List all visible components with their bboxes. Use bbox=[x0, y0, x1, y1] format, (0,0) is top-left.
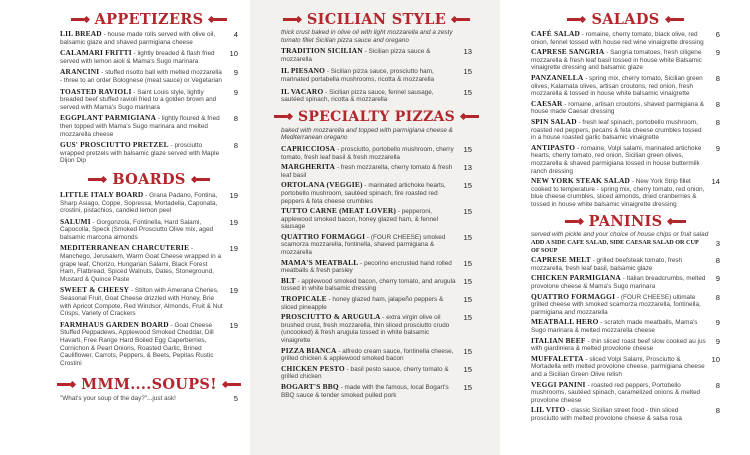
menu-item-price: 19 bbox=[229, 244, 238, 254]
paninis-title: PANINIS bbox=[588, 212, 663, 230]
menu-item-description: - romaine, Volpi salami, marinated artichoke hearts, cherry tomato, red onion, Sicilian green olives, mozzarella & shaved parmigiana tossed in house buttermilk ranch dressing bbox=[531, 144, 702, 175]
menu-item-description: - pepperoni, applewood smoked bacon, honey glazed ham, & fennel sausage bbox=[281, 208, 439, 231]
menu-item-price: 15 bbox=[463, 382, 472, 392]
menu-item bbox=[531, 406, 720, 422]
menu-item-name: LITTLE ITALY BOARD bbox=[60, 189, 144, 199]
menu-item-text bbox=[531, 48, 706, 72]
menu-item-description: - roasted red peppers, Portobello mushrooms, sautéed spinach, caramelized onions & melted provolone cheese bbox=[531, 381, 701, 404]
menu-item-price: 15 bbox=[463, 364, 472, 374]
menu-item-text bbox=[531, 30, 706, 46]
menu-item-text bbox=[281, 313, 458, 344]
menu-item-price: 19 bbox=[229, 320, 238, 330]
menu-item-name: MEDITERRANEAN CHARCUTERIE bbox=[60, 243, 190, 253]
menu-item-name: MARGHERITA bbox=[281, 162, 336, 172]
menu-item-description: - lightly floured & fried then topped with Mama's Sugo marinara and melted mozzarella cheese bbox=[60, 115, 220, 138]
menu-item-description: - Stilton with Amerana Cheries, Seasonal Fruit, Goat Cheese drizzled with Honey, Brie with Apricot Compote, Red Windsor, Almonds, Fruit & Nut Crisps, Variety of Crackers bbox=[60, 287, 223, 318]
menu-item-description: - Gorgonzola, Fontinella, Hard Salami, Capocolla, Speck (Smoked Prosciutto Olive mix, aged balsamic marcona almonds bbox=[60, 218, 214, 241]
addon-text bbox=[531, 239, 706, 254]
menu-item-name: ORTOLANA (VEGGIE) bbox=[281, 180, 363, 190]
menu-item bbox=[281, 145, 472, 161]
menu-item bbox=[60, 49, 238, 65]
menu-item-text bbox=[531, 318, 706, 334]
ornament-left bbox=[565, 219, 583, 224]
menu-item-name: FARMHAUS GARDEN BOARD bbox=[60, 319, 169, 329]
menu-item bbox=[60, 244, 238, 283]
ornament-left bbox=[71, 17, 89, 22]
menu-item-name: BLT bbox=[281, 275, 296, 285]
column-right bbox=[500, 0, 750, 455]
menu-item-price: 8 bbox=[233, 114, 238, 124]
menu-item-text bbox=[281, 277, 458, 293]
menu-item bbox=[281, 233, 472, 257]
menu-item-price: 8 bbox=[715, 380, 720, 390]
menu-item bbox=[281, 383, 472, 399]
ornament-left bbox=[283, 17, 301, 22]
menu-item bbox=[531, 274, 720, 290]
ornament-right bbox=[452, 17, 470, 22]
menu-item-name: PROSCIUTTO & ARUGULA bbox=[281, 312, 381, 322]
ornament-right bbox=[223, 382, 241, 387]
menu-item-name: SWEET & CHEESY bbox=[60, 285, 130, 295]
menu-item-description: - Sangria tomatoes, fresh ciligene mozzarella & fresh leaf basil tossed in house white Balsamic vinaigrette dressing and balsamic glaze bbox=[531, 49, 702, 72]
menu-item-description: - Manchego, Jerusalem, Warm Goat Cheese wrapped in a grape leaf, Chorizo, Hungarian Salami, Black Forest Ham, Flatbread, Spiced Walnuts, Dates, Stoneground, Mustard & Quince Paste bbox=[60, 245, 222, 283]
soups-list bbox=[60, 394, 238, 403]
menu-item bbox=[531, 48, 720, 72]
menu-item-text bbox=[60, 244, 224, 283]
menu-item-price: 19 bbox=[229, 217, 238, 227]
menu-item-description: - basil pesto sauce, cherry tomato & grilled chicken bbox=[281, 365, 449, 381]
menu-item-description: - prosciutto, portobello mushroom, cherry tomato, fresh leaf basil & fresh mozzarella bbox=[281, 145, 454, 161]
menu-item bbox=[531, 337, 720, 353]
menu-item-description: - fresh mozzarella, cherry tomato & fresh leaf basil bbox=[281, 164, 453, 179]
ornament-left bbox=[567, 17, 585, 22]
menu-item-price: 9 bbox=[233, 87, 238, 97]
menu-item-text bbox=[281, 145, 458, 161]
menu-item-description: - thin sliced roast beef slow cooked au jus with giardiniera & melted provolone cheese bbox=[531, 337, 706, 353]
menu-item-text bbox=[60, 141, 224, 165]
menu-item bbox=[281, 295, 472, 311]
menu-item-name: CHICKEN PARMIGIANA bbox=[531, 273, 621, 283]
menu-item bbox=[281, 347, 472, 363]
menu-item-price: 4 bbox=[233, 30, 238, 39]
menu-item-description: - romaine, cherry tomato, black olive, red onion, fennel tossed with house red wine vinaigrette dressing bbox=[531, 31, 704, 46]
menu-item-description: - (FOUR CHEESE) smoked scamorza mozzarella, fontinella, shaved parmigiana & mozzarella bbox=[281, 233, 446, 257]
menu-item-text bbox=[531, 118, 706, 142]
menu-item bbox=[531, 74, 720, 98]
menu-item-name: CHICKEN PESTO bbox=[281, 363, 345, 373]
menu-item-description: - alfredo cream sauce, fontinella cheese, grilled chicken & applewood smoked bacon bbox=[281, 347, 454, 363]
soups-header bbox=[60, 375, 238, 393]
menu-item-name: VEGGI PANINI bbox=[531, 379, 586, 389]
menu-item-text bbox=[531, 337, 706, 353]
menu-item bbox=[531, 177, 720, 208]
menu-item-name: SPIN SALAD bbox=[531, 116, 577, 126]
menu-item-description: - New York Strip fillet cooked to temperature - spring mix, cherry tomato, red onion, blue cheese crumbles, sliced almonds, dried cranberries & tossed in house white balsamic vinaigrette dressing bbox=[531, 178, 705, 208]
menu-item-text bbox=[281, 347, 458, 363]
menu-item-description: - honey glazed ham, jalapeño peppers & sliced pineapple bbox=[281, 296, 444, 311]
menu-item-name: SALUMI bbox=[60, 216, 91, 226]
menu-item-text bbox=[531, 177, 706, 208]
menu-item-text bbox=[531, 74, 706, 98]
menu-item-description: - made with the famous, local Bogart's BBQ sauce & tender smoked pulled pork bbox=[281, 383, 449, 399]
menu-item-text bbox=[281, 383, 458, 399]
menu-item-price: 9 bbox=[715, 274, 720, 284]
menu-item bbox=[531, 30, 720, 46]
menu-item-text bbox=[281, 207, 458, 231]
menu-item-name: TUTTO CARNE (MEAT LOVER) bbox=[281, 206, 397, 216]
menu-item-price: 15 bbox=[463, 232, 472, 242]
menu-item-name: ANTIPASTO bbox=[531, 142, 576, 152]
menu-item-name: QUATTRO FORMAGGI bbox=[281, 231, 366, 241]
menu-item-description: - (FOUR CHEESE) ultimate grilled cheese with smoked scamorza mozzarella, fontinella, parmigiana and mozzarella bbox=[531, 293, 701, 316]
menu-item bbox=[531, 293, 720, 317]
menu-item-text bbox=[281, 88, 458, 104]
menu-item bbox=[531, 144, 720, 175]
menu-item-price: 15 bbox=[463, 207, 472, 217]
menu-item-text bbox=[281, 163, 458, 179]
paninis-addon bbox=[531, 239, 720, 254]
menu-item bbox=[281, 365, 472, 381]
menu-item-name: CAFÉ SALAD bbox=[531, 29, 581, 38]
menu-item-name: CAPRESE SANGRIA bbox=[531, 47, 605, 57]
menu-item-text bbox=[60, 218, 224, 242]
menu-item-description: - house made rolls served with olive oil, balsamic glaze and shaved parmigiana cheese bbox=[60, 31, 216, 46]
menu-item-text bbox=[60, 321, 224, 368]
menu-item-name: TOASTED RAVIOLI bbox=[60, 86, 132, 96]
menu-item bbox=[531, 118, 720, 142]
menu-item-description: - applewood smoked bacon, cherry tomato, and arugula tossed in white balsamic dressing bbox=[281, 277, 456, 293]
menu-item bbox=[60, 88, 238, 112]
menu-item bbox=[531, 256, 720, 272]
menu-item-price: 10 bbox=[229, 49, 238, 59]
menu-item-text bbox=[281, 259, 458, 275]
menu-item bbox=[531, 100, 720, 116]
menu-item-name: BOGART'S BBQ bbox=[281, 381, 339, 391]
menu-item bbox=[281, 163, 472, 179]
menu-item bbox=[281, 181, 472, 205]
menu-item-text bbox=[281, 295, 458, 311]
appetizers-header bbox=[60, 10, 238, 28]
menu-item-text bbox=[531, 256, 706, 272]
menu-item-text bbox=[60, 49, 224, 65]
menu-item-description: - marinated artichoke hearts, portobello mushroom, sautéed spinach, fire roasted red peppers & feta cheese crumbles bbox=[281, 182, 446, 205]
menu-item bbox=[60, 30, 238, 46]
column-left bbox=[0, 0, 250, 455]
menu-item-price: 6 bbox=[715, 30, 720, 39]
specialty-title: SPECIALTY PIZZAS bbox=[297, 108, 456, 125]
menu-item-description: - Sicilian pizza sauce, fennel sausage, sautéed spinach, ricotta & mozzarella bbox=[281, 88, 434, 104]
menu-item-description: - lightly breaded & flash fried served with lemon aioli & Mama's Sugo marinara bbox=[60, 50, 215, 65]
menu-item-text bbox=[281, 67, 458, 83]
salads-list bbox=[531, 30, 720, 208]
menu-item-price: 14 bbox=[711, 177, 720, 187]
menu-item bbox=[281, 277, 472, 293]
menu-item-name: IL PIESANO bbox=[281, 66, 326, 76]
menu-item-text bbox=[531, 381, 706, 405]
menu-item-description: - grilled beefsteak tomato, fresh mozzarella, fresh leaf basil, balsamic glaze bbox=[531, 257, 683, 272]
menu-item bbox=[281, 88, 472, 104]
paninis-subtitle: served with pickle and your choice of house chips or fruit salad bbox=[531, 231, 709, 239]
salads-title: SALADS bbox=[591, 10, 660, 28]
menu-item-description: - prosciutto wrapped pretzels with balsamic glaze served with Maple Dijon Dip bbox=[60, 142, 220, 165]
menu-item bbox=[60, 218, 238, 242]
ornament-right bbox=[666, 17, 684, 22]
menu-item-price: 8 bbox=[715, 256, 720, 266]
boards-list bbox=[60, 191, 238, 367]
menu-item-text bbox=[60, 114, 224, 138]
menu-item-price: 13 bbox=[463, 47, 472, 57]
menu-item-text bbox=[60, 286, 224, 317]
menu-item-name: TRADITION SICILIAN bbox=[281, 46, 363, 56]
menu-item-text bbox=[281, 233, 458, 257]
ornament-right bbox=[668, 219, 686, 224]
soups-title: MMM....SOUPS! bbox=[81, 375, 217, 393]
menu-item bbox=[531, 355, 720, 379]
menu-item-price: 19 bbox=[229, 286, 238, 296]
ornament-left bbox=[57, 382, 75, 387]
menu-item bbox=[60, 286, 238, 317]
menu-item-name: MUFFALETTA bbox=[531, 353, 584, 363]
menu-item-text bbox=[60, 30, 224, 46]
menu-item-name: ITALIAN BEEF bbox=[531, 335, 586, 345]
menu-item-name: NEW YORK STEAK SALAD bbox=[531, 176, 631, 186]
menu-item-description: "What's your soup of the day?"...just ask! bbox=[60, 395, 176, 403]
menu-item-name: CAESAR bbox=[531, 98, 563, 108]
menu-item-name: ARANCINI bbox=[60, 67, 100, 77]
menu-item-description: - extra virgin olive oil brushed crust, fresh mozzarella, thin sliced prosciutto crudo (uncooked) & fresh arugula tossed in white balsamic vinaigrette bbox=[281, 314, 450, 344]
menu-item-name: CALAMARI FRITTI bbox=[60, 48, 132, 58]
menu-item-name: QUATTRO FORMAGGI bbox=[531, 291, 616, 301]
menu-item-text bbox=[281, 365, 458, 381]
menu-item-price: 15 bbox=[463, 67, 472, 77]
menu-item-description: - Sicilian pizza sauce & mozzarella bbox=[281, 48, 431, 63]
menu-item-name: GUS' PROSCIUTTO PRETZEL bbox=[60, 140, 169, 150]
menu-item bbox=[281, 259, 472, 275]
addon-price: 3 bbox=[715, 239, 720, 249]
menu-item-price: 13 bbox=[463, 163, 472, 173]
menu-item-text bbox=[60, 394, 224, 403]
menu-item-text bbox=[60, 68, 224, 84]
menu-item-name: TROPICALE bbox=[281, 294, 327, 304]
menu-item-price: 8 bbox=[715, 99, 720, 109]
menu-item-description: - Saint Louis style, lightly breaded beef stuffed ravioli fried to a golden brown and served with Mama's Sugo marinara bbox=[60, 88, 217, 111]
menu-item-price: 19 bbox=[229, 190, 238, 200]
boards-title: BOARDS bbox=[112, 171, 186, 189]
menu-item-price: 15 bbox=[463, 276, 472, 286]
menu-item-name: CAPRESE MELT bbox=[531, 255, 591, 265]
menu-item-price: 9 bbox=[715, 336, 720, 346]
ornament-left bbox=[88, 177, 106, 182]
menu-item-name: PANZANELLA bbox=[531, 72, 584, 82]
sicilian-list bbox=[281, 47, 472, 104]
menu-item-price: 10 bbox=[711, 354, 720, 364]
menu-item-name: IL VACARO bbox=[281, 86, 324, 96]
specialty-subtitle: baked with mozzarella and topped with parmigiana cheese & Mediterranean oregano bbox=[281, 126, 453, 142]
menu-item bbox=[60, 191, 238, 215]
menu-item bbox=[281, 67, 472, 83]
menu-item-price: 8 bbox=[715, 117, 720, 127]
menu-item-name: EGGPLANT PARMIGIANA bbox=[60, 113, 157, 123]
menu-item-description: - scratch made meatballs, Mama's Sugo marinara & melted mozzarella cheese bbox=[531, 319, 698, 334]
menu-item bbox=[60, 114, 238, 138]
menu-item-description: - Goat Cheese Stuffed Peppadews, Applewood Smoked Cheddar, Dill Havarti, Free Range Hard Boiled Egg Caperberries, Cornichon & Pearl Onions, Roasted Garlic, Brined Cauliflower, Carrots, Peppers, & Beets, Pepitas Rustic Crostini bbox=[60, 321, 214, 367]
menu-item-price: 15 bbox=[463, 144, 472, 154]
menu-item bbox=[281, 47, 472, 63]
menu-item bbox=[531, 381, 720, 405]
menu-item-price: 15 bbox=[463, 295, 472, 305]
boards-header bbox=[60, 171, 238, 189]
menu-item-price: 15 bbox=[463, 313, 472, 323]
menu-item-text bbox=[531, 293, 706, 317]
menu-item-text bbox=[60, 88, 224, 112]
menu-item-price: 9 bbox=[715, 318, 720, 328]
menu-item bbox=[60, 394, 238, 403]
menu-item-description: - romaine, artisan croutons, shaved parmigiana & house made Caesar dressing bbox=[531, 100, 704, 116]
menu-item bbox=[60, 68, 238, 84]
menu-item-price: 8 bbox=[715, 406, 720, 416]
menu-item-description: - fresh leaf spinach, portobello mushroom, roasted red peppers, pecans & feta cheese crumbles tossed in a house roasted garlic balsamic vinaigrette bbox=[531, 118, 702, 142]
paninis-header bbox=[531, 212, 720, 230]
menu-item-name: MAMA'S MEATBALL bbox=[281, 257, 359, 267]
menu-item-name: PIZZA BIANCA bbox=[281, 345, 337, 355]
menu-item-price: 15 bbox=[463, 258, 472, 268]
menu-item-description: - pecorino encrusted hand rolled meatballs & fresh parsley bbox=[281, 259, 452, 275]
menu-item-description: - stuffed risotto ball with melted mozzarella - three to an order Bolognese (meat sauce) or Vegetarian bbox=[60, 69, 222, 84]
menu-item-price: 8 bbox=[233, 141, 238, 151]
menu-item-price: 8 bbox=[715, 292, 720, 302]
menu-item-price: 15 bbox=[463, 181, 472, 191]
ornament-right bbox=[461, 114, 479, 119]
menu-item-price: 9 bbox=[715, 48, 720, 58]
menu-item-text bbox=[531, 100, 706, 116]
menu-item-price: 15 bbox=[463, 87, 472, 97]
ornament-right bbox=[192, 177, 210, 182]
column-middle bbox=[250, 0, 500, 455]
specialty-list bbox=[281, 145, 472, 399]
menu-item-description: - sliced Volpi Salami, Prosciutto & Mortadella with melted provolone cheese, parmigiana cheese and a Sicilian Green Olive relish bbox=[531, 355, 705, 378]
menu-item-price: 9 bbox=[233, 68, 238, 78]
menu-item-price: 15 bbox=[463, 346, 472, 356]
menu-item bbox=[281, 207, 472, 231]
menu-item-name: CAPRICCIOSA bbox=[281, 143, 336, 153]
menu-item-text bbox=[60, 191, 224, 215]
addon-label: ADD A SIDE CAFE SALAD, SIDE CAESAR SALAD OR CUP OF SOUP bbox=[531, 239, 699, 254]
menu-item bbox=[60, 321, 238, 368]
menu-item-name: MEATBALL HERO bbox=[531, 317, 599, 327]
menu-item-price: 8 bbox=[715, 73, 720, 83]
ornament-right bbox=[209, 17, 227, 22]
ornament-left bbox=[274, 114, 292, 119]
menu-item-description: - Italian breadcrumbs, melted provolone cheese & Mama's Sugo marinara bbox=[531, 275, 706, 291]
menu-item-name: LIL BREAD bbox=[60, 29, 102, 38]
specialty-header bbox=[281, 108, 472, 126]
menu-item-description: - Sicilian pizza sauce, prosciutto ham, marinated portabella mushrooms, ricotta & mozzarella bbox=[281, 68, 435, 83]
menu-item-price: 9 bbox=[715, 143, 720, 153]
menu-item-text bbox=[281, 181, 458, 205]
salads-header bbox=[531, 10, 720, 28]
menu-item-description: - classic Sicilian street food - thin sliced prosciutto with melted provolone cheese & salsa rosa bbox=[531, 407, 682, 422]
menu-item-price: 5 bbox=[233, 394, 238, 404]
menu-item-description: - spring mix, cherry tomato, Sicilian green olives, Kalamata olives, artisan croutons, red onion, fresh mozzarella & tossed in house white balsamic vinaigrette bbox=[531, 74, 703, 98]
paninis-list bbox=[531, 256, 720, 422]
menu-item bbox=[60, 141, 238, 165]
menu-item-text bbox=[531, 144, 706, 175]
menu-item bbox=[281, 313, 472, 344]
menu-item-text bbox=[281, 47, 458, 63]
sicilian-subtitle: thick crust baked in olive oil with light mozzarella and a zesty tomato fillet Sicilian pizza sauce and oregano bbox=[281, 29, 453, 44]
menu-item-text bbox=[531, 406, 706, 422]
menu-item-description: - Grana Padano, Fontina, Sharp Asiago, Coppe, Sopressa, Mortadella, Caponata, crostini, pistachios, candied lemon peel bbox=[60, 191, 218, 215]
sicilian-title: SICILIAN STYLE bbox=[306, 10, 447, 28]
menu-item-name: LIL VITO bbox=[531, 405, 566, 415]
menu-item bbox=[531, 318, 720, 334]
menu-item-text bbox=[531, 274, 706, 290]
appetizers-title: APPETIZERS bbox=[94, 10, 204, 28]
sicilian-header bbox=[281, 10, 472, 28]
menu-item-text bbox=[531, 355, 706, 379]
appetizers-list bbox=[60, 30, 238, 165]
